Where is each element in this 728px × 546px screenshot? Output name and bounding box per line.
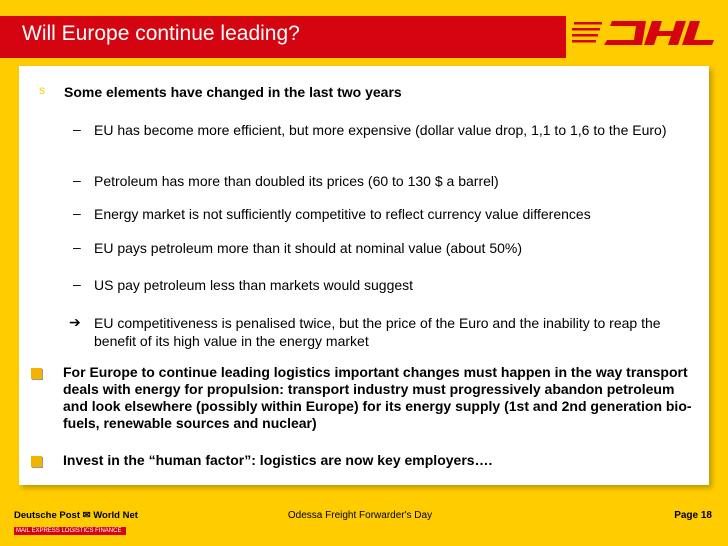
sub-point-0: EU has become more efficient, but more expensive (dollar value drop, 1,1 to 1,6 to the Euro) xyxy=(94,122,667,138)
footer xyxy=(0,499,728,546)
sub-bullet-3: – xyxy=(73,239,81,255)
sub-bullet-4: – xyxy=(73,276,81,292)
sub-point-4: US pay petroleum less than markets would suggest xyxy=(94,277,414,293)
arrow-bullet-icon: ➔ xyxy=(69,314,81,330)
page-number: Page 18 xyxy=(674,510,712,521)
main-point: Some elements have changed in the last two years xyxy=(64,84,402,100)
checkbox-bullet-icon xyxy=(31,368,42,379)
sub-point-3: EU pays petroleum more than it should at nominal value (about 50%) xyxy=(94,240,523,256)
sub-point-1: Petroleum has more than doubled its prices (60 to 130 $ a barrel) xyxy=(94,173,499,189)
sub-bullet-2: – xyxy=(73,205,81,221)
footer-event: Odessa Freight Forwarder's Day xyxy=(287,510,433,521)
key-point-0: For Europe to continue leading logistics important changes must happen in the way transport deals with energy for propulsion: transport industry must progressively abandon petroleum and look elsewhere (possibly within Europe) for its energy supply (1st and 2nd generation bio-fuels, renewable sources and nuclear) xyxy=(63,364,692,431)
sub-bullet-1: – xyxy=(73,172,81,188)
main-bullet: s xyxy=(39,83,45,97)
sub-point-5: EU competitiveness is penalised twice, but the price of the Euro and the inability to reap the benefit of its high value in the energy market xyxy=(94,315,661,349)
deutsche-post-tagline: MAIL EXPRESS LOGISTICS FINANCE xyxy=(14,527,126,535)
sub-point-2: Energy market is not sufficiently competitive to reflect currency value differences xyxy=(94,206,591,222)
title-bar xyxy=(0,0,728,60)
deutsche-post-logo: Deutsche Post ✉ World Net xyxy=(14,510,138,521)
key-point-1: Invest in the “human factor”: logistics are now key employers…. xyxy=(63,452,493,468)
checkbox-bullet-icon xyxy=(31,456,42,467)
dhl-logo-icon xyxy=(572,14,720,54)
sub-bullet-0: – xyxy=(73,121,81,137)
content-panel xyxy=(19,66,709,485)
title-banner xyxy=(0,16,566,58)
slide-title: Will Europe continue leading? xyxy=(22,22,300,45)
